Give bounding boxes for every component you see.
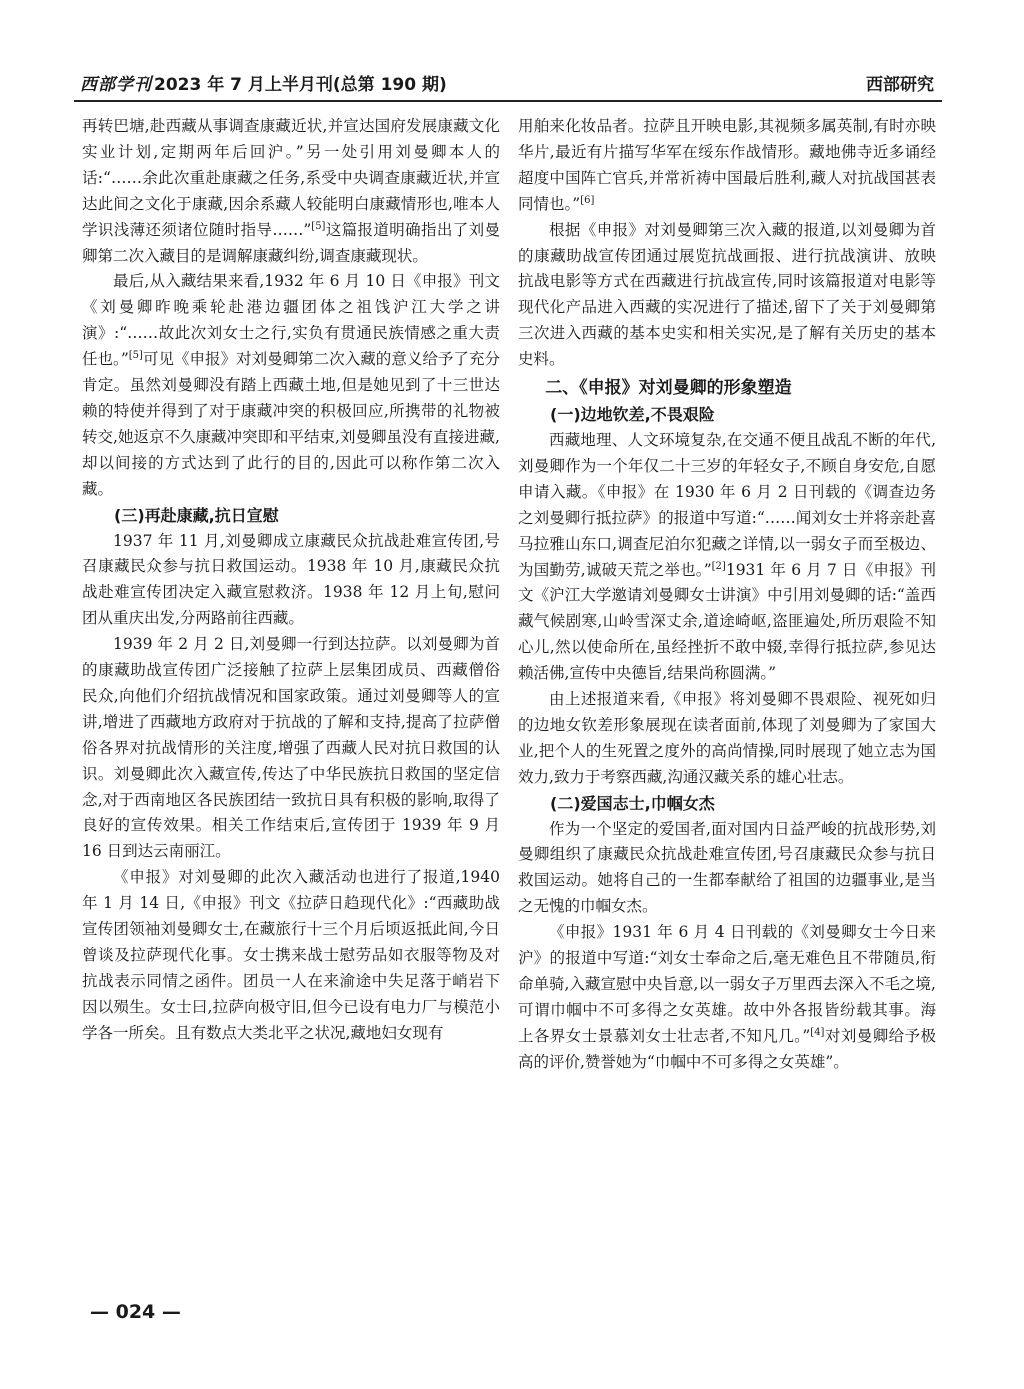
paragraph-text: 最后,从入藏结果来看,1932 年 6 月 10 日《申报》刊文《刘曼卿昨晚乘轮赴港边疆团体之祖饯沪江大学之讲演》:“……故此次刘女士之行,实负有贯通民族情感之重大责任也。”	[82, 272, 500, 369]
paragraph-text: (二)爱国志士,巾帼女杰	[550, 793, 715, 813]
subsection-heading	[518, 402, 936, 428]
paragraph-text: (一)边地钦差,不畏艰险	[550, 405, 715, 425]
paragraph-text: 1939 年 2 月 2 日,刘曼卿一行到达拉萨。以刘曼卿为首的康藏助战宣传团广泛接触了拉萨上层集团成员、西藏僧俗民众,向他们介绍抗战情况和国家政策。通过刘曼卿等人的宣讲,增进了西藏地方政府对于抗战的了解和支持,提高了拉萨僧俗各界对抗战情形的关注度,增强了西藏人民对抗日救国的认识。刘曼卿此次入藏宣传,传达了中华民族抗日救国的坚定信念,对于西南地区各民族团结一致抗日具有积极的影响,取得了良好的宣传效果。相关工作结束后,宣传团于 1939 年 9 月 16 日到达云南丽江。	[82, 635, 500, 861]
paragraph-text-after-ref: 对刘曼卿给予极高的评价,赞誉她为“巾帼中不可多得之女英雄”。	[518, 1026, 936, 1071]
right-column	[518, 114, 936, 1076]
paragraph-text-after-ref: 这篇报道明确指出了刘曼卿第二次入藏目的是调解康藏纠纷,调查康藏现状。	[82, 220, 500, 265]
body-paragraph	[82, 114, 500, 269]
paragraph-text-after-ref: 可见《申报》对刘曼卿第二次入藏的意义给予了充分肯定。虽然刘曼卿没有踏上西藏土地,但是她见到了十三世达赖的特使并得到了对于康藏冲突的积极回应,所携带的礼物被转交,她返京不久康藏冲突即和平结束,刘曼卿虽没有直接进藏,却以间接的方式达到了此行的目的,因此可以称作第二次入藏。	[82, 350, 500, 498]
paragraph-text-after-ref: 1931 年 6 月 7 日《申报》刊文《沪江大学邀请刘曼卿女士讲演》中引用刘曼卿的话:“盖西藏气候剧寒,山岭雪深丈余,道途崎岖,盗匪遍处,所历艰险不知心儿,然以使命所在,虽经挫折不敢中辍,幸得行抵拉萨,参见达赖活佛,宣传中央德旨,结果尚称圆满。”	[518, 560, 936, 683]
paragraph-text: (三)再赴康藏,抗日宣慰	[114, 505, 279, 525]
subsection-heading	[518, 791, 936, 817]
journal-logo: 西部学刊	[80, 75, 152, 95]
paragraph-text: 作为一个坚定的爱国者,面对国内日益严峻的抗战形势,刘曼卿组织了康藏民众抗战赴难宣传团,号召康藏民众参与抗日救国运动。她将自己的一生都奉献给了祖国的边疆事业,是当之无愧的巾帼女杰。	[518, 819, 936, 916]
journal-issue	[80, 70, 447, 95]
body-paragraph	[518, 218, 936, 373]
paragraph-text: 根据《申报》对刘曼卿第三次入藏的报道,以刘曼卿为首的康藏助战宣传团通过展览抗战画报、进行抗战演讲、放映抗战电影等方式在西藏进行抗战宣传,同时该篇报道对电影等现代化产品进入西藏的实况进行了描述,留下了关于刘曼卿第三次进入西藏的基本史实和相关实况,是了解有关历史的基本史料。	[518, 220, 936, 369]
subsection-heading	[82, 503, 500, 529]
page-number: — 024 —	[90, 1301, 181, 1323]
paragraph-text: 1937 年 11 月,刘曼卿成立康藏民众抗战赴难宣传团,号召康藏民众参与抗日救国运动。1938 年 10 月,康藏民众抗战赴难宣传团决定入藏宣慰救济。1938 年 12 月上旬,慰问团从重庆出发,分两路前往西藏。	[82, 531, 500, 628]
body-paragraph	[518, 817, 936, 921]
paragraph-text: 《申报》1931 年 6 月 4 日刊载的《刘曼卿女士今日来沪》的报道中写道:“刘女士奉命之后,毫无难色且不带随员,衔命单骑,入藏宣慰中央旨意,以一弱女子万里西去深入不毛之境,可谓巾帼中不可多得之女英雄。故中外各报皆纷载其事。海上各界女士景慕刘女士壮志者,不知凡几。”	[518, 923, 936, 1045]
citation-ref: [6]	[580, 194, 595, 206]
section-heading	[518, 375, 936, 402]
body-paragraph	[518, 114, 936, 218]
body-paragraph	[82, 865, 500, 1046]
body-paragraph	[82, 269, 500, 502]
citation-ref: [5]	[311, 220, 326, 232]
section-label: 西部研究	[866, 75, 934, 95]
paragraph-text: 二、《申报》对刘曼卿的形象塑造	[545, 378, 792, 399]
running-header	[74, 66, 942, 102]
body-paragraph	[518, 428, 936, 687]
citation-ref: [4]	[810, 1026, 825, 1038]
body-paragraph	[82, 529, 500, 633]
citation-ref: [2]	[711, 560, 726, 572]
body-paragraph	[518, 687, 936, 791]
paragraph-text: 用舶来化妆品者。拉萨且开映电影,其视频多属英制,有时亦映华片,最近有片描写华军在绥东作战情形。藏地佛寺近多诵经超度中国阵亡官兵,并常祈祷中国最后胜利,藏人对抗战国甚表同情也。”	[518, 117, 936, 213]
paragraph-text: 《申报》对刘曼卿的此次入藏活动也进行了报道,1940 年 1 月 14 日,《申报》刊文《拉萨日趋现代化》:“西藏助战宣传团领袖刘曼卿女士,在藏旅行十三个月后顷返抵此间,今日曾谈及拉萨现代化事。女士携来战士慰劳品如衣服等物及对抗战表示同情之函件。团员一人在来渝途中失足落于峭岩下因以殒生。女士曰,拉萨向极守旧,但今已设有电力厂与模范小学各一所矣。且有数点大类北平之状况,藏地妇女现有	[82, 868, 500, 1042]
paragraph-text: 由上述报道来看,《申报》将刘曼卿不畏艰险、视死如归的边地女钦差形象展现在读者面前,体现了刘曼卿为了家国大业,把个人的生死置之度外的高尚情操,同时展现了她立志为国效力,致力于考察西藏,沟通汉藏关系的雄心壮志。	[518, 690, 936, 786]
paragraph-text: 再转巴塘,赴西藏从事调查康藏近状,并宣达国府发展康藏文化实业计划,定期两年后回沪。”另一处引用刘曼卿本人的话:“……余此次重赴康藏之任务,系受中央调查康藏近状,并宣达此间之文化于康藏,因余系藏人较能明白康藏情形也,唯本人学识浅薄还须诸位随时指导……”	[82, 117, 500, 239]
left-column	[82, 114, 500, 1047]
body-paragraph	[82, 632, 500, 865]
issue-label: 2023 年 7 月上半月刊(总第 190 期)	[154, 75, 447, 95]
paragraph-text: 西藏地理、人文环境复杂,在交通不便且战乱不断的年代,刘曼卿作为一个年仅二十三岁的年轻女子,不顾自身安危,自愿申请入藏。《申报》在 1930 年 6 月 2 日刊载的《调查边务之刘曼卿行抵拉萨》的报道中写道:“……闻刘女士并将亲赴喜马拉雅山东口,调查尼泊尔犯藏之详情,以一弱女子而至极边、为国勤劳,诚破天荒之举也。”	[518, 430, 936, 579]
body-paragraph	[518, 920, 936, 1075]
citation-ref: [5]	[128, 350, 143, 361]
